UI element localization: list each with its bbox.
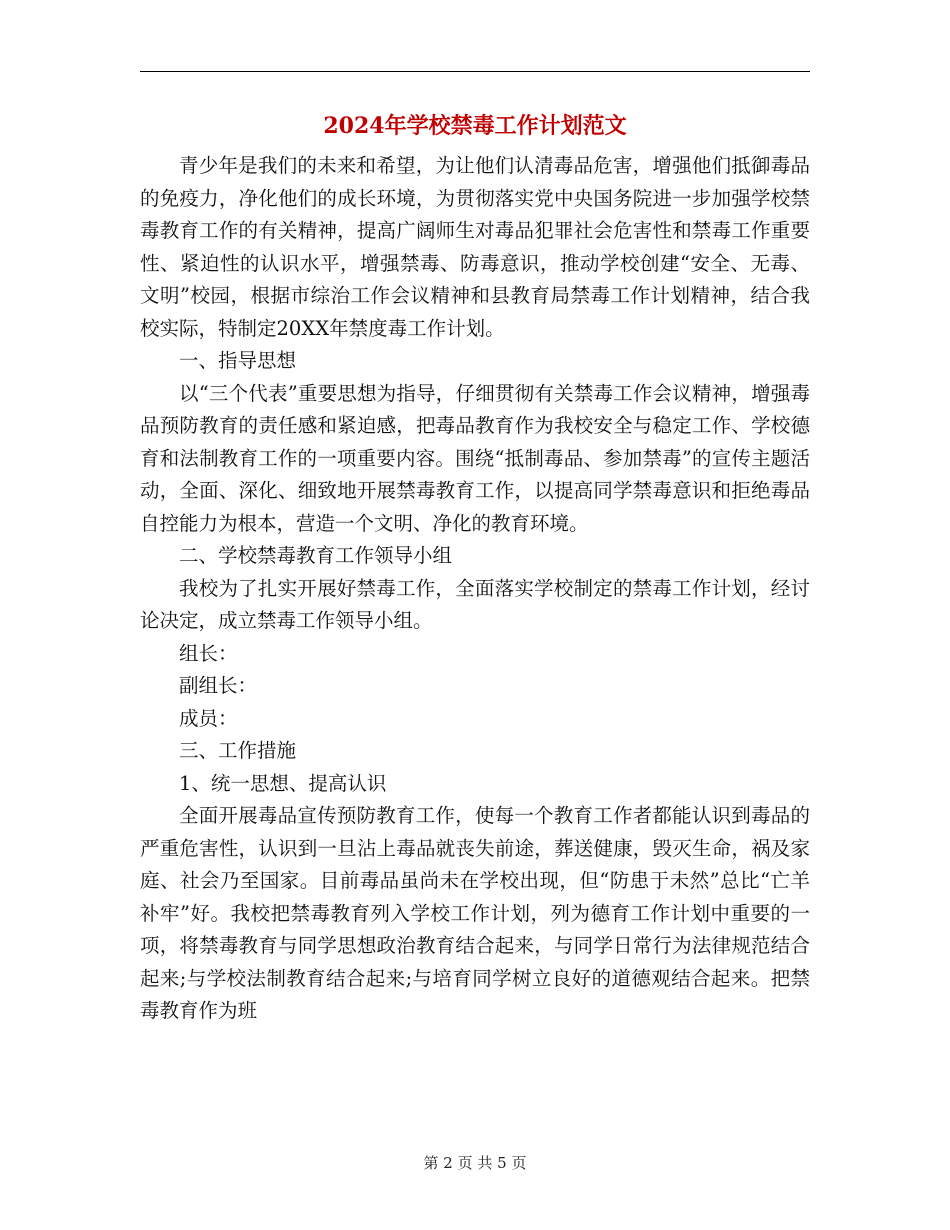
section-heading-guiding-thought: 一、指导思想 xyxy=(179,349,297,372)
section-heading-work-measures: 三、工作措施 xyxy=(179,739,297,762)
intro-paragraph: 青少年是我们的未来和希望，为让他们认清毒品危害，增强他们抵御毒品的免疫力，净化他们的成长环境，为贯彻落实党中央国务院进一步加强学校禁毒教育工作的有关精神，提高广阔师生对毒品犯罪社会危害性和禁毒工作重要性、紧迫性的认识水平，增强禁毒、防毒意识，推动学校创建“安全、无毒、文明”校园，根据市综治工作会议精神和县教育局禁毒工作计划精神，结合我校实际，特制定20XX年禁度毒工作计划。 xyxy=(140,154,810,340)
unify-thinking-paragraph: 全面开展毒品宣传预防教育工作，使每一个教育工作者都能认识到毒品的严重危害性，认识到一旦沾上毒品就丧失前途，葬送健康，毁灭生命，祸及家庭、社会乃至国家。目前毒品虽尚未在学校出现，但“防患于未然”总比“亡羊补牢”好。我校把禁毒教育列入学校工作计划，列为德育工作计划中重要的一项，将禁毒教育与同学思想政治教育结合起来，与同学日常行为法律规范结合起来;与学校法制教育结合起来;与培育同学树立良好的道德观结合起来。把禁毒教育作为班 xyxy=(140,804,810,1022)
page-number-footer: 第 2 页 共 5 页 xyxy=(423,1154,527,1172)
members-line: 成员： xyxy=(179,706,238,730)
deputy-leader-line: 副组长： xyxy=(179,674,258,697)
document-title: 2024年学校禁毒工作计划范文 xyxy=(323,113,627,139)
group-leader-line: 组长： xyxy=(179,641,238,665)
subheading-unify-thinking: 1、统一思想、提高认识 xyxy=(179,771,387,795)
guiding-thought-paragraph: 以“三个代表”重要思想为指导，仔细贯彻有关禁毒工作会议精神，增强毒品预防教育的责任感和紧迫感，把毒品教育作为我校安全与稳定工作、学校德育和法制教育工作的一项重要内容。围绕“抵制毒品、参加禁毒”的宣传主题活动，全面、深化、细致地开展禁毒教育工作，以提高同学禁毒意识和拒绝毒品自控能力为根本，营造一个文明、净化的教育环境。 xyxy=(140,381,810,535)
section-heading-leadership-group: 二、学校禁毒教育工作领导小组 xyxy=(179,544,453,567)
header-rule xyxy=(140,71,810,72)
document-body xyxy=(140,150,810,1028)
leadership-group-paragraph: 我校为了扎实开展好禁毒工作，全面落实学校制定的禁毒工作计划，经讨论决定，成立禁毒工作领导小组。 xyxy=(140,576,810,632)
